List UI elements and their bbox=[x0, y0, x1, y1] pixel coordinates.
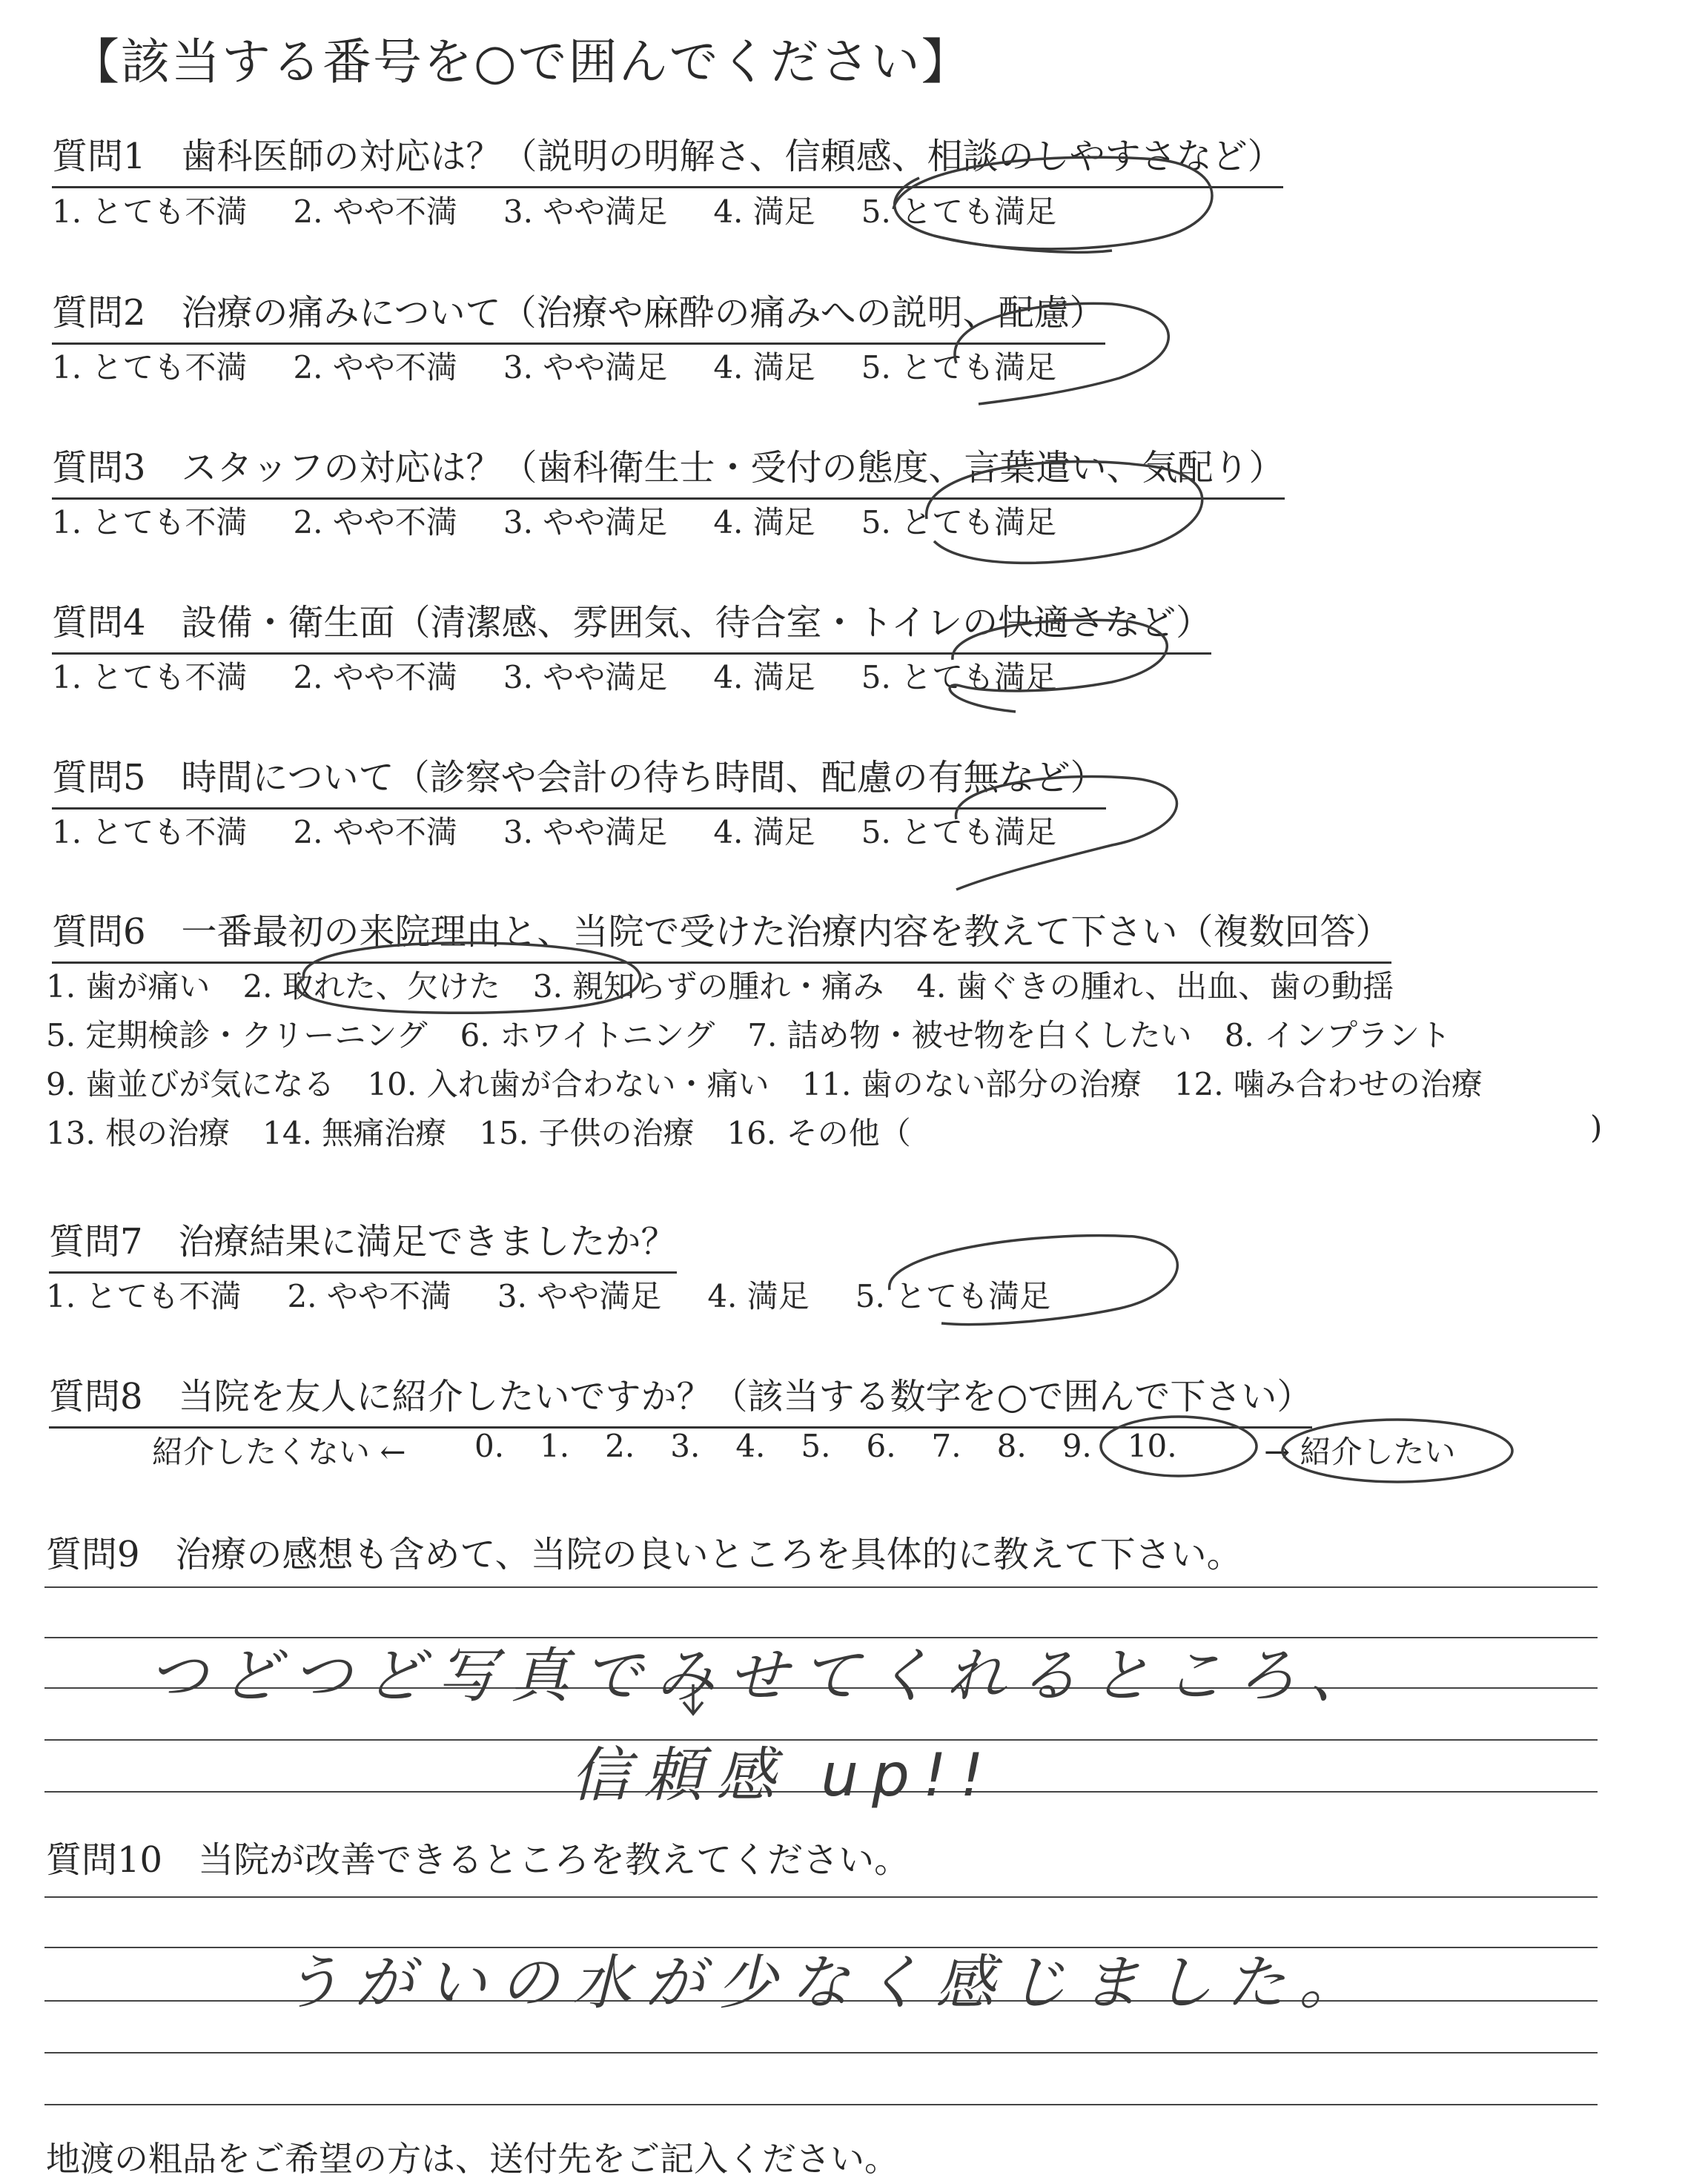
q8-left-label: 紹介したくない ← bbox=[152, 1434, 406, 1470]
q10-handwritten-answer: うがいの水が少なく感じました。 bbox=[282, 1948, 1371, 2017]
answer-line bbox=[44, 2104, 1598, 2105]
q3-option-3[interactable]: 3. やや満足 bbox=[503, 504, 668, 540]
q1-option-1[interactable]: 1. とても不満 bbox=[52, 193, 248, 230]
q8-scale-6[interactable]: 6. bbox=[866, 1428, 896, 1464]
q8-scale-0[interactable]: 0. bbox=[474, 1428, 505, 1464]
q2-option-5[interactable]: 5. とても満足 bbox=[861, 349, 1057, 385]
answer-line bbox=[44, 1586, 1598, 1588]
q5-option-4[interactable]: 4. 満足 bbox=[713, 814, 815, 850]
q4-option-1[interactable]: 1. とても不満 bbox=[52, 659, 248, 695]
question-6-row-1 bbox=[46, 962, 1426, 1007]
question-5-title: 質問5 時間について（診察や会計の待ち時間、配慮の有無など） bbox=[52, 749, 1106, 810]
q4-option-4[interactable]: 4. 満足 bbox=[713, 659, 815, 695]
q8-scale-9[interactable]: 9. bbox=[1062, 1428, 1092, 1464]
q3-option-1[interactable]: 1. とても不満 bbox=[52, 504, 248, 540]
q6-option-10[interactable]: 10. 入れ歯が合わない・痛い bbox=[367, 1066, 769, 1102]
q9-handwritten-answer-2: 信頼感 up!! bbox=[571, 1741, 998, 1810]
q7-option-1[interactable]: 1. とても不満 bbox=[46, 1278, 242, 1314]
q7-option-4[interactable]: 4. 満足 bbox=[707, 1278, 810, 1314]
q6-option-2[interactable]: 2. 取れた、欠けた bbox=[242, 968, 500, 1005]
question-2-title: 質問2 治療の痛みについて（治療や麻酔の痛みへの説明、配慮） bbox=[52, 284, 1105, 345]
question-3-options bbox=[52, 498, 1102, 543]
answer-line bbox=[44, 1896, 1598, 1898]
q9-handwritten-answer-1: つどつど写真でみせてくれるところ、 bbox=[148, 1641, 1383, 1710]
q2-option-2[interactable]: 2. やや不満 bbox=[293, 349, 457, 385]
q8-scale-3[interactable]: 3. bbox=[670, 1428, 701, 1464]
q7-option-2[interactable]: 2. やや不満 bbox=[287, 1278, 451, 1314]
question-4-options bbox=[52, 653, 1102, 698]
q8-scale-10[interactable]: 10. bbox=[1127, 1428, 1177, 1464]
q4-option-3[interactable]: 3. やや満足 bbox=[503, 659, 668, 695]
q6-option-8[interactable]: 8. インプラント bbox=[1224, 1017, 1452, 1053]
q1-option-3[interactable]: 3. やや満足 bbox=[503, 193, 668, 230]
q3-option-5[interactable]: 5. とても満足 bbox=[861, 504, 1057, 540]
question-1-options bbox=[52, 188, 1102, 232]
q6-option-5[interactable]: 5. 定期検診・クリーニング bbox=[46, 1017, 428, 1053]
q3-option-2[interactable]: 2. やや不満 bbox=[293, 504, 457, 540]
q8-scale-4[interactable]: 4. bbox=[735, 1428, 766, 1464]
q6-other-close-paren: ) bbox=[1590, 1109, 1603, 1145]
q1-option-2[interactable]: 2. やや不満 bbox=[293, 193, 457, 230]
q5-option-3[interactable]: 3. やや満足 bbox=[503, 814, 668, 850]
q5-option-5[interactable]: 5. とても満足 bbox=[861, 814, 1057, 850]
footer-note: 地渡の粗品をご希望の方は、送付先をご記入ください。 bbox=[46, 2139, 898, 2179]
q6-option-13[interactable]: 13. 根の治療 bbox=[46, 1115, 231, 1151]
question-6-title: 質問6 一番最初の来院理由と、当院で受けた治療内容を教えて下さい（複数回答） bbox=[52, 903, 1391, 964]
q6-option-7[interactable]: 7. 詰め物・被せ物を白くしたい bbox=[747, 1017, 1192, 1053]
question-9-title: 質問9 治療の感想も含めて、当院の良いところを具体的に教えて下さい。 bbox=[46, 1534, 1242, 1575]
q6-option-3[interactable]: 3. 親知らずの腫れ・痛み bbox=[532, 968, 884, 1005]
q5-option-2[interactable]: 2. やや不満 bbox=[293, 814, 457, 850]
question-2-options bbox=[52, 343, 1102, 388]
question-7-options bbox=[46, 1272, 1096, 1317]
q8-scale-8[interactable]: 8. bbox=[996, 1428, 1027, 1464]
q6-option-16[interactable]: 16. その他（ bbox=[726, 1115, 911, 1151]
q6-option-9[interactable]: 9. 歯並びが気になる bbox=[46, 1066, 335, 1102]
q6-option-4[interactable]: 4. 歯ぐきの腫れ、出血、歯の動揺 bbox=[916, 968, 1394, 1005]
q2-option-3[interactable]: 3. やや満足 bbox=[503, 349, 668, 385]
q2-option-1[interactable]: 1. とても不満 bbox=[52, 349, 248, 385]
q1-circle-tail bbox=[934, 236, 1112, 252]
question-3-title: 質問3 スタッフの対応は？（歯科衛生士・受付の態度、言葉遣い、気配り） bbox=[52, 439, 1285, 500]
q6-option-15[interactable]: 15. 子供の治療 bbox=[479, 1115, 695, 1151]
question-1-title: 質問1 歯科医師の対応は？（説明の明解さ、信頼感、相談のしやすさなど） bbox=[52, 128, 1283, 188]
q6-option-12[interactable]: 12. 噛み合わせの治療 bbox=[1174, 1066, 1483, 1102]
q8-scale-5[interactable]: 5. bbox=[801, 1428, 831, 1464]
q2-option-4[interactable]: 4. 満足 bbox=[713, 349, 815, 385]
q5-option-1[interactable]: 1. とても不満 bbox=[52, 814, 248, 850]
q6-option-11[interactable]: 11. 歯のない部分の治療 bbox=[801, 1066, 1142, 1102]
q6-option-14[interactable]: 14. 無痛治療 bbox=[262, 1115, 447, 1151]
q8-scale bbox=[474, 1428, 1199, 1464]
q1-option-4[interactable]: 4. 満足 bbox=[713, 193, 815, 230]
question-8-title: 質問8 当院を友人に紹介したいですか？（該当する数字を○で囲んで下さい） bbox=[49, 1368, 1312, 1429]
q6-option-1[interactable]: 1. 歯が痛い bbox=[46, 968, 211, 1005]
answer-line bbox=[44, 2052, 1598, 2053]
question-10-title: 質問10 当院が改善できるところを教えてください。 bbox=[46, 1839, 910, 1881]
q7-option-5[interactable]: 5. とても満足 bbox=[855, 1278, 1051, 1314]
q1-option-5[interactable]: 5. とても満足 bbox=[861, 193, 1057, 230]
q4-option-2[interactable]: 2. やや不満 bbox=[293, 659, 457, 695]
q4-option-5[interactable]: 5. とても満足 bbox=[861, 659, 1057, 695]
question-6-row-3 bbox=[46, 1060, 1515, 1105]
q3-option-4[interactable]: 4. 満足 bbox=[713, 504, 815, 540]
q6-option-6[interactable]: 6. ホワイトニング bbox=[460, 1017, 715, 1053]
question-6-row-4 bbox=[46, 1109, 944, 1154]
question-5-options bbox=[52, 808, 1102, 853]
q8-scale-1[interactable]: 1. bbox=[540, 1428, 570, 1464]
q8-scale-2[interactable]: 2. bbox=[605, 1428, 635, 1464]
question-7-title: 質問7 治療結果に満足できましたか？ bbox=[49, 1213, 677, 1274]
question-4-title: 質問4 設備・衛生面（清潔感、雰囲気、待合室・トイレの快適さなど） bbox=[52, 594, 1211, 655]
q8-scale-7[interactable]: 7. bbox=[931, 1428, 961, 1464]
page-header: 【該当する番号を○で囲んでください】 bbox=[70, 33, 972, 90]
q7-option-3[interactable]: 3. やや満足 bbox=[497, 1278, 662, 1314]
question-6-row-2 bbox=[46, 1011, 1483, 1056]
q8-right-label: → 紹介したい bbox=[1264, 1434, 1456, 1470]
